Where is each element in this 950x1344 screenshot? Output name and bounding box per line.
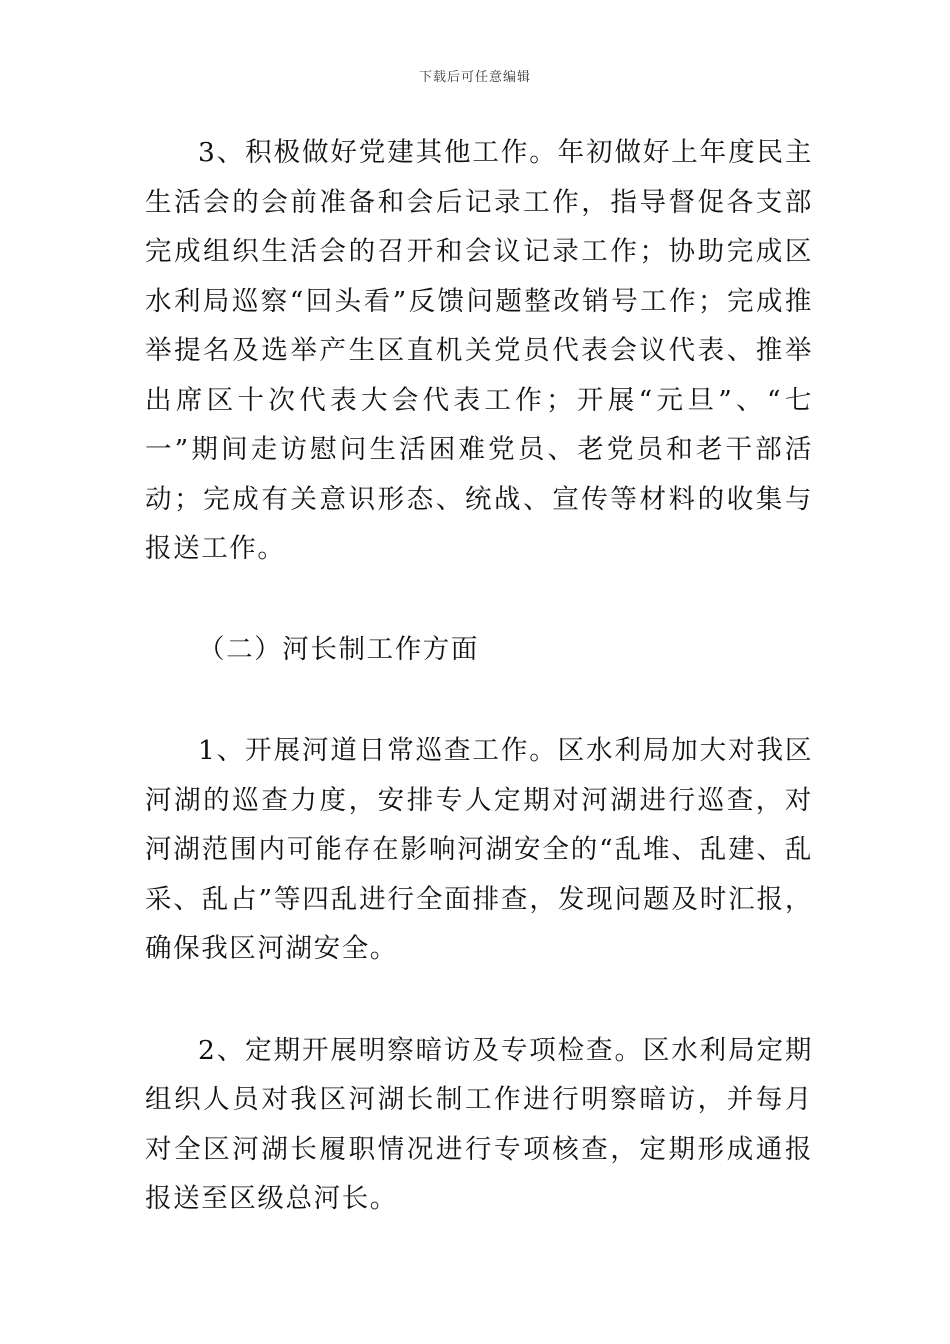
section-heading-river-chief-system: （二）河长制工作方面	[198, 633, 479, 665]
page-header-note: 下载后可任意编辑	[418, 70, 531, 85]
document-body	[145, 128, 813, 1224]
paragraph-river-daily-inspection: 1、开展河道日常巡查工作。区水利局加大对我区河湖的巡查力度，安排专人定期对河湖进行巡查，对河湖范围内可能存在影响河湖安全的“乱堆、乱建、乱采、乱占”等四乱进行全面排查，发现问题及时汇报，确保我区河湖安全。	[145, 735, 813, 964]
paragraph-open-and-secret-inspection: 2、定期开展明察暗访及专项检查。区水利局定期组织人员对我区河湖长制工作进行明察暗访，并每月对全区河湖长履职情况进行专项核查，定期形成通报报送至区级总河长。	[145, 1034, 813, 1214]
paragraph-party-building-other-work: 3、积极做好党建其他工作。年初做好上年度民主生活会的会前准备和会后记录工作，指导督促各支部完成组织生活会的召开和会议记录工作；协助完成区水利局巡察“回头看”反馈问题整改销号工作；完成推举提名及选举产生区直机关党员代表会议代表、推举出席区十次代表大会代表工作；开展“元旦”、“七一”期间走访慰问生活困难党员、老党员和老干部活动；完成有关意识形态、统战、宣传等材料的收集与报送工作。	[145, 137, 813, 564]
